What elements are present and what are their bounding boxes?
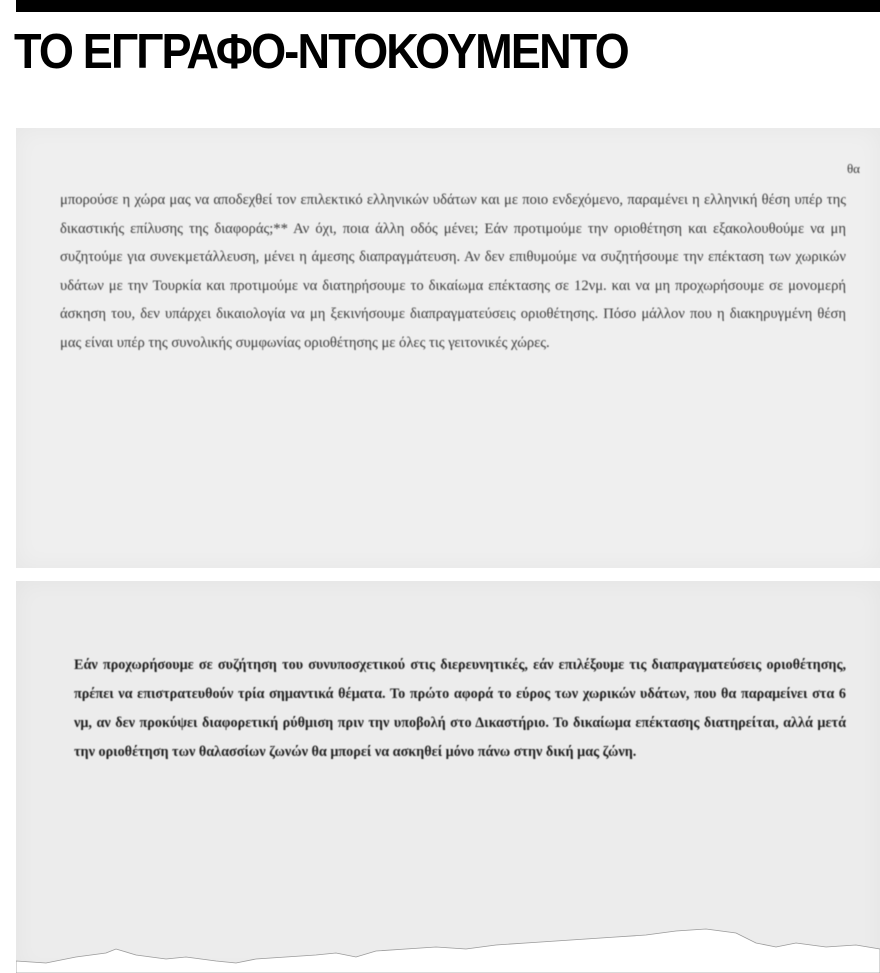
torn-paper-edge: [16, 913, 880, 973]
document-excerpt-1: [16, 128, 880, 568]
excerpt-1-leading-word: θα: [846, 161, 860, 176]
excerpt-1-text: μπορούσε η χώρα μας να αποδεχθεί τον επιλεκτικό ελληνικών υδάτων και με ποιο ενδεχόμενο, παραμένει η ελληνική θέση υπέρ της δικαστικής επίλυσης της διαφοράς;** Αν όχι, ποια άλλη οδός μένει; Εάν προτιμούμε την οριοθέτηση και εξακολουθούμε να μη συζητούμε για συνεκμετάλλευση, μένει η άμεσης διαπραγμάτευση. Αν δεν επιθυμούμε να συζητήσουμε την επέκταση των χωρικών υδάτων με την Τουρκία και προτιμούμε να διατηρήσουμε το δικαίωμα επέκτασης σε 12νμ. και να μη προχωρήσουμε σε μονομερή άσκηση του, δεν υπάρχει δικαιολογία να μη ξεκινήσουμε διαπραγματεύσεις οριοθέτησης. Πόσο μάλλον που η διακηρυγμένη θέση μας είναι υπέρ της συνολικής συμφωνίας οριοθέτησης με όλες τις γειτονικές χώρες.: [60, 192, 846, 351]
headline: ΤΟ ΕΓΓΡΑΦΟ-ΝΤΟΚΟΥΜΕΝΤΟ: [14, 25, 628, 79]
excerpt-2-text: Εάν προχωρήσουμε σε συζήτηση του συνυποσχετικού στις διερευνητικές, εάν επιλέξουμε τις διαπραγματεύσεις οριοθέτησης, πρέπει να επιστρατευθούν τρία σημαντικά θέματα. Το πρώτο αφορά το εύρος των χωρικών υδάτων, που θα παραμείνει στα 6 νμ, αν δεν προκύψει διαφορετική ρύθμιση πριν την υποβολή στο Δικαστήριο. Το δικαίωμα επέκτασης διατηρείται, αλλά μετά την οριοθέτηση των θαλασσίων ζωνών θα μπορεί να ασκηθεί μόνο πάνω στην δική μας ζώνη.: [74, 657, 846, 760]
document-excerpt-2: [16, 581, 880, 973]
top-rule: [16, 0, 880, 12]
